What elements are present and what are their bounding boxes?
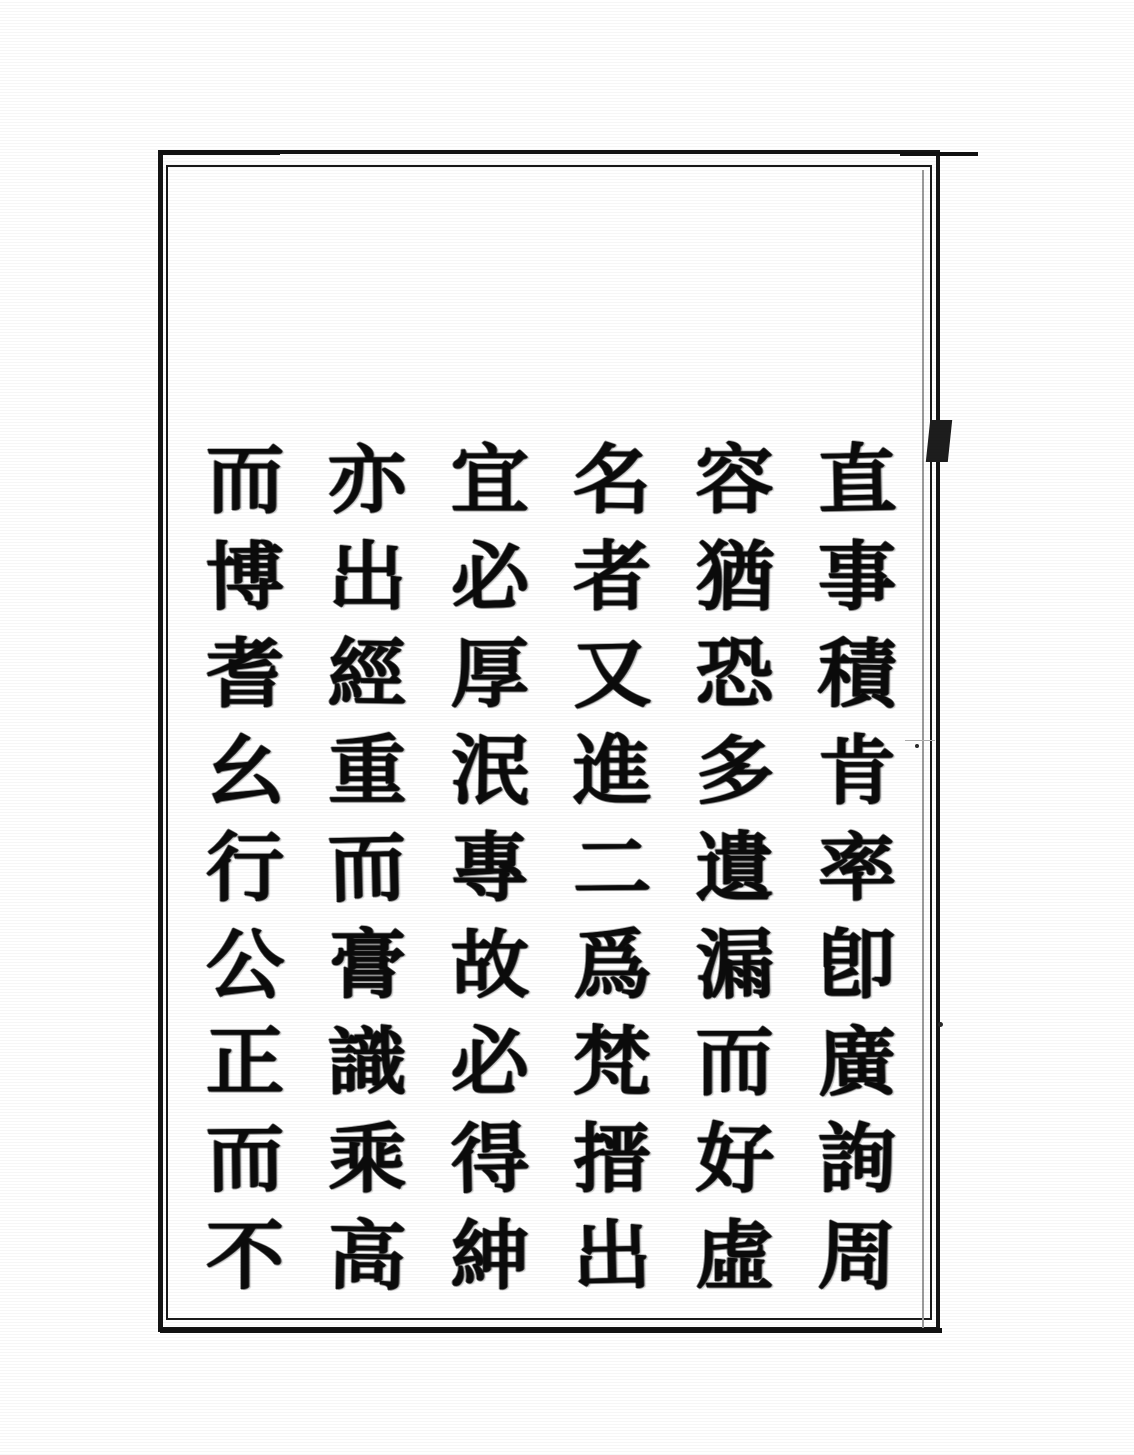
- glyph: 猶: [694, 532, 775, 623]
- glyph: 識: [327, 1018, 407, 1107]
- text-column-6: [186, 432, 304, 1310]
- glyph: 出: [572, 1211, 653, 1302]
- glyph: 爲: [573, 921, 652, 1010]
- glyph: 容: [695, 436, 774, 525]
- glyph: 而: [327, 823, 408, 914]
- glyph: 厚: [450, 630, 529, 719]
- glyph: 正: [205, 1018, 284, 1107]
- glyph: 二: [572, 824, 652, 913]
- glyph: 率: [817, 824, 897, 913]
- glyph: 者: [573, 533, 652, 622]
- glyph: 肯: [817, 727, 896, 816]
- edge-nick-top-left: [160, 150, 280, 155]
- glyph: 膏: [328, 921, 407, 1010]
- glyph: 恐: [695, 630, 774, 719]
- glyph: 好: [694, 1114, 775, 1205]
- glyph: 公: [205, 920, 285, 1011]
- text-column-4: [431, 432, 549, 1310]
- text-column-3: [553, 432, 671, 1310]
- blank-header-area: [170, 170, 930, 432]
- glyph: 周: [817, 1211, 897, 1302]
- glyph: 幺: [205, 726, 285, 817]
- glyph: 出: [328, 533, 407, 622]
- text-column-2: [676, 432, 794, 1310]
- glyph: 名: [572, 435, 652, 526]
- glyph: 積: [817, 629, 897, 720]
- glyph: 卽: [817, 921, 896, 1010]
- text-column-1: [798, 432, 916, 1310]
- glyph: 梵: [572, 1017, 652, 1108]
- glyph: 專: [450, 824, 529, 913]
- glyph: 行: [205, 824, 284, 913]
- glyph: 高: [327, 1211, 408, 1302]
- glyph: 漏: [694, 920, 775, 1011]
- glyph: 進: [573, 727, 652, 816]
- glyph: 博: [205, 533, 285, 622]
- glyph: 而: [695, 1018, 774, 1107]
- glyph: 得: [449, 1114, 530, 1205]
- text-column-5: [308, 432, 426, 1310]
- glyph: 必: [450, 1018, 529, 1107]
- edge-nick-top-right: [900, 152, 978, 156]
- glyph: 而: [205, 436, 284, 525]
- glyph: 耆: [205, 630, 284, 719]
- edge-nick-bottom: [160, 1328, 942, 1333]
- glyph: 紳: [450, 1212, 529, 1301]
- glyph: 乘: [328, 1115, 407, 1204]
- glyph: 亦: [327, 436, 407, 525]
- glyph: 詢: [817, 1115, 896, 1204]
- glyph: 事: [817, 533, 896, 622]
- vertical-text-block: [186, 432, 916, 1310]
- glyph: 宜: [450, 436, 529, 525]
- glyph: 虛: [695, 1212, 774, 1301]
- glyph: 搢: [573, 1115, 652, 1204]
- glyph: 經: [327, 629, 408, 720]
- glyph: 又: [572, 629, 653, 720]
- scan-speck-1: [938, 1022, 943, 1027]
- glyph: 廣: [816, 1017, 897, 1108]
- glyph: 遺: [695, 824, 774, 913]
- glyph: 必: [449, 532, 530, 623]
- glyph: 不: [205, 1212, 284, 1301]
- glyph: 泯: [450, 726, 530, 817]
- glyph: 重: [328, 727, 407, 816]
- glyph: 故: [450, 921, 530, 1010]
- glyph: 多: [695, 727, 774, 816]
- glyph: 而: [205, 1115, 285, 1204]
- glyph: 直: [816, 435, 897, 526]
